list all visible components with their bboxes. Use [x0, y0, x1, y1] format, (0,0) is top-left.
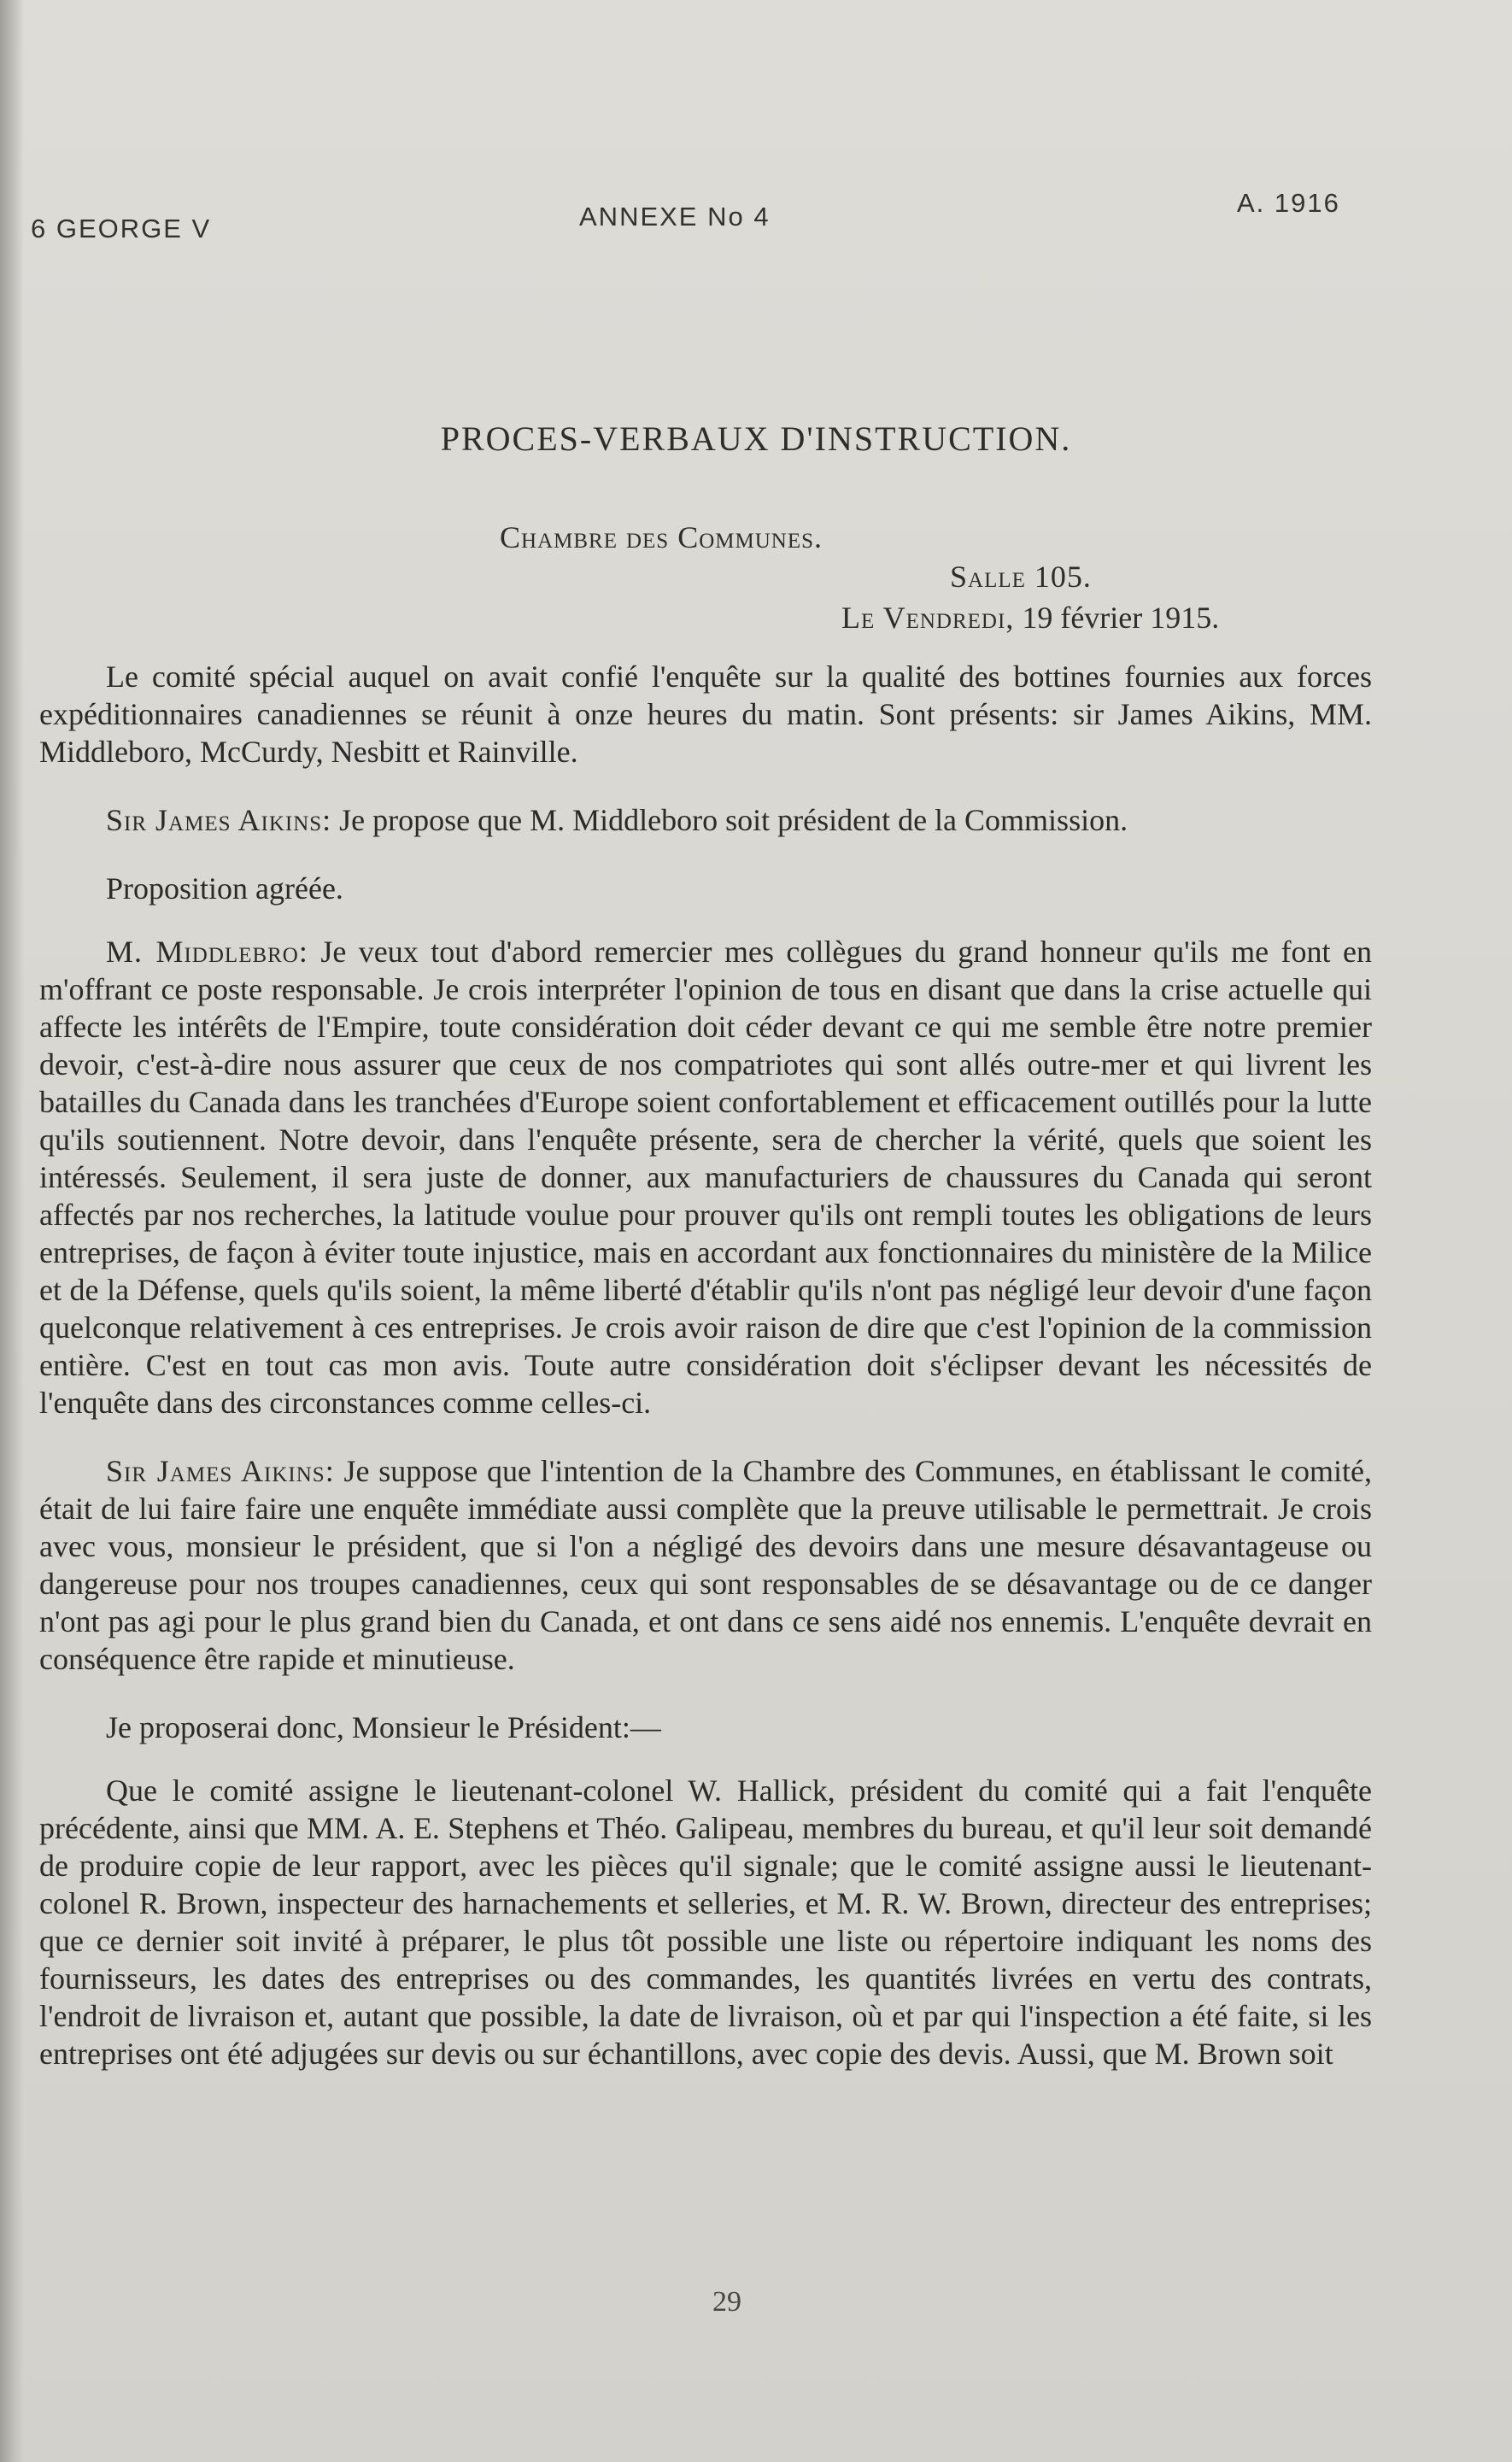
paragraph: [39, 1452, 1372, 1678]
room-heading: Salle 105.: [950, 560, 1092, 594]
paragraph-text: Je veux tout d'abord remercier mes collègues du grand honneur qu'ils me font en m'offrant ce poste responsable. Je crois interpréter l'opinion de tous en disant que dans la crise actuelle qui affecte les intérêts de l'Empire, toute considération doit céder devant ce qui me semble être notre premier devoir, c'est-à-dire nous assurer que ceux de nos compatriotes qui sont allés outre-mer et qui livrent les batailles du Canada dans les tranchées d'Europe soient confortablement et efficacement outillés pour la lutte qu'ils soutiennent. Notre devoir, dans l'enquête présente, sera de chercher la vérité, quels que soient les intéressés. Seulement, il sera juste de donner, aux manufacturiers de chaussures du Canada qui seront affectés par nos recherches, la latitude voulue pour prouver qu'ils ont rempli toutes les obligations de leurs entreprises, de façon à éviter toute injustice, mais en accordant aux fonctionnaires du ministère de la Milice et de la Défense, quels qu'ils soient, la même liberté d'établir qu'ils n'ont pas négligé leur devoir d'une façon quelconque relativement à ces entreprises. Je crois avoir raison de dire que c'est l'opinion de la commission entière. C'est en tout cas mon avis. Toute autre considération doit s'éclipser devant les nécessités de l'enquête dans des circonstances comme celles-ci.: [39, 935, 1372, 1420]
header-year: A. 1916: [1237, 188, 1340, 218]
paragraph-text: Que le comité assigne le lieutenant-colonel W. Hallick, président du comité qui a fait l'enquête précédente, ainsi que MM. A. E. Stephens et Théo. Galipeau, membres du bureau, et qu'il leur soit demandé de produire copie de leur rapport, avec les pièces qu'il signale; que le comité assigne aussi le lieutenant-colonel R. Brown, inspecteur des harnachements et selleries, et M. R. W. Brown, directeur des entreprises; que ce dernier soit invité à préparer, le plus tôt possible une liste ou répertoire indiquant les noms des fournisseurs, les dates des entreprises ou des commandes, les quantités livrées en vertu des contrats, l'endroit de livraison et, autant que possible, la date de livraison, où et par qui l'inspection a été faite, si les entreprises ont été adjugées sur devis ou sur échantillons, avec copie des devis. Aussi, que M. Brown soit: [39, 1773, 1372, 2071]
document-body: [39, 658, 1372, 2103]
paragraph: [39, 801, 1372, 839]
page-number: 29: [712, 2286, 741, 2318]
page-edge-shadow: [0, 0, 24, 2462]
paragraph-text: Proposition agréée.: [106, 871, 343, 906]
speaker: M. Middlebro:: [106, 935, 308, 969]
paragraph: [39, 1709, 1372, 1746]
paragraph-text: Je suppose que l'intention de la Chambre des Communes, en établissant le comité, était de lui faire faire une enquête immédiate aussi complète que la preuve utilisable le permettrait. Je crois avec vous, monsieur le président, que si l'on a négligé des devoirs dans une mesure désavantageuse ou dangereuse pour nos troupes canadiennes, ceux qui sont responsables de se désavantage ou de ce danger n'ont pas agi pour le plus grand bien du Canada, et ont dans ce sens aidé nos ennemis. L'enquête devrait en conséquence être rapide et minutieuse.: [39, 1454, 1373, 1676]
speaker: Sir James Aikins:: [106, 803, 332, 837]
session-date: [841, 600, 1219, 636]
session-day: Le Vendredi,: [841, 601, 1015, 635]
document-title: PROCES-VERBAUX D'INSTRUCTION.: [440, 419, 1072, 458]
session-date-text: 19 février 1915.: [1014, 601, 1220, 635]
paragraph-text: Je proposerai donc, Monsieur le Président:—: [106, 1710, 661, 1744]
header-annex: ANNEXE No 4: [579, 202, 771, 232]
speaker: Sir James Aikins:: [106, 1454, 335, 1488]
paragraph: [39, 933, 1372, 1422]
paragraph: [39, 658, 1372, 771]
paragraph: [39, 1772, 1372, 2072]
paragraph-text: Je propose que M. Middleboro soit président de la Commission.: [331, 803, 1128, 837]
paragraph-text: Le comité spécial auquel on avait confié l'enquête sur la qualité des bottines fournies aux forces expéditionnaires canadiennes se réunit à onze heures du matin. Sont présents: sir James Aikins, MM. Middleboro, McCurdy, Nesbitt et Rainville.: [39, 659, 1372, 769]
header-regnal-year: 6 GEORGE V: [31, 214, 212, 243]
paragraph: [39, 870, 1372, 907]
chamber-heading: Chambre des Communes.: [500, 520, 823, 554]
